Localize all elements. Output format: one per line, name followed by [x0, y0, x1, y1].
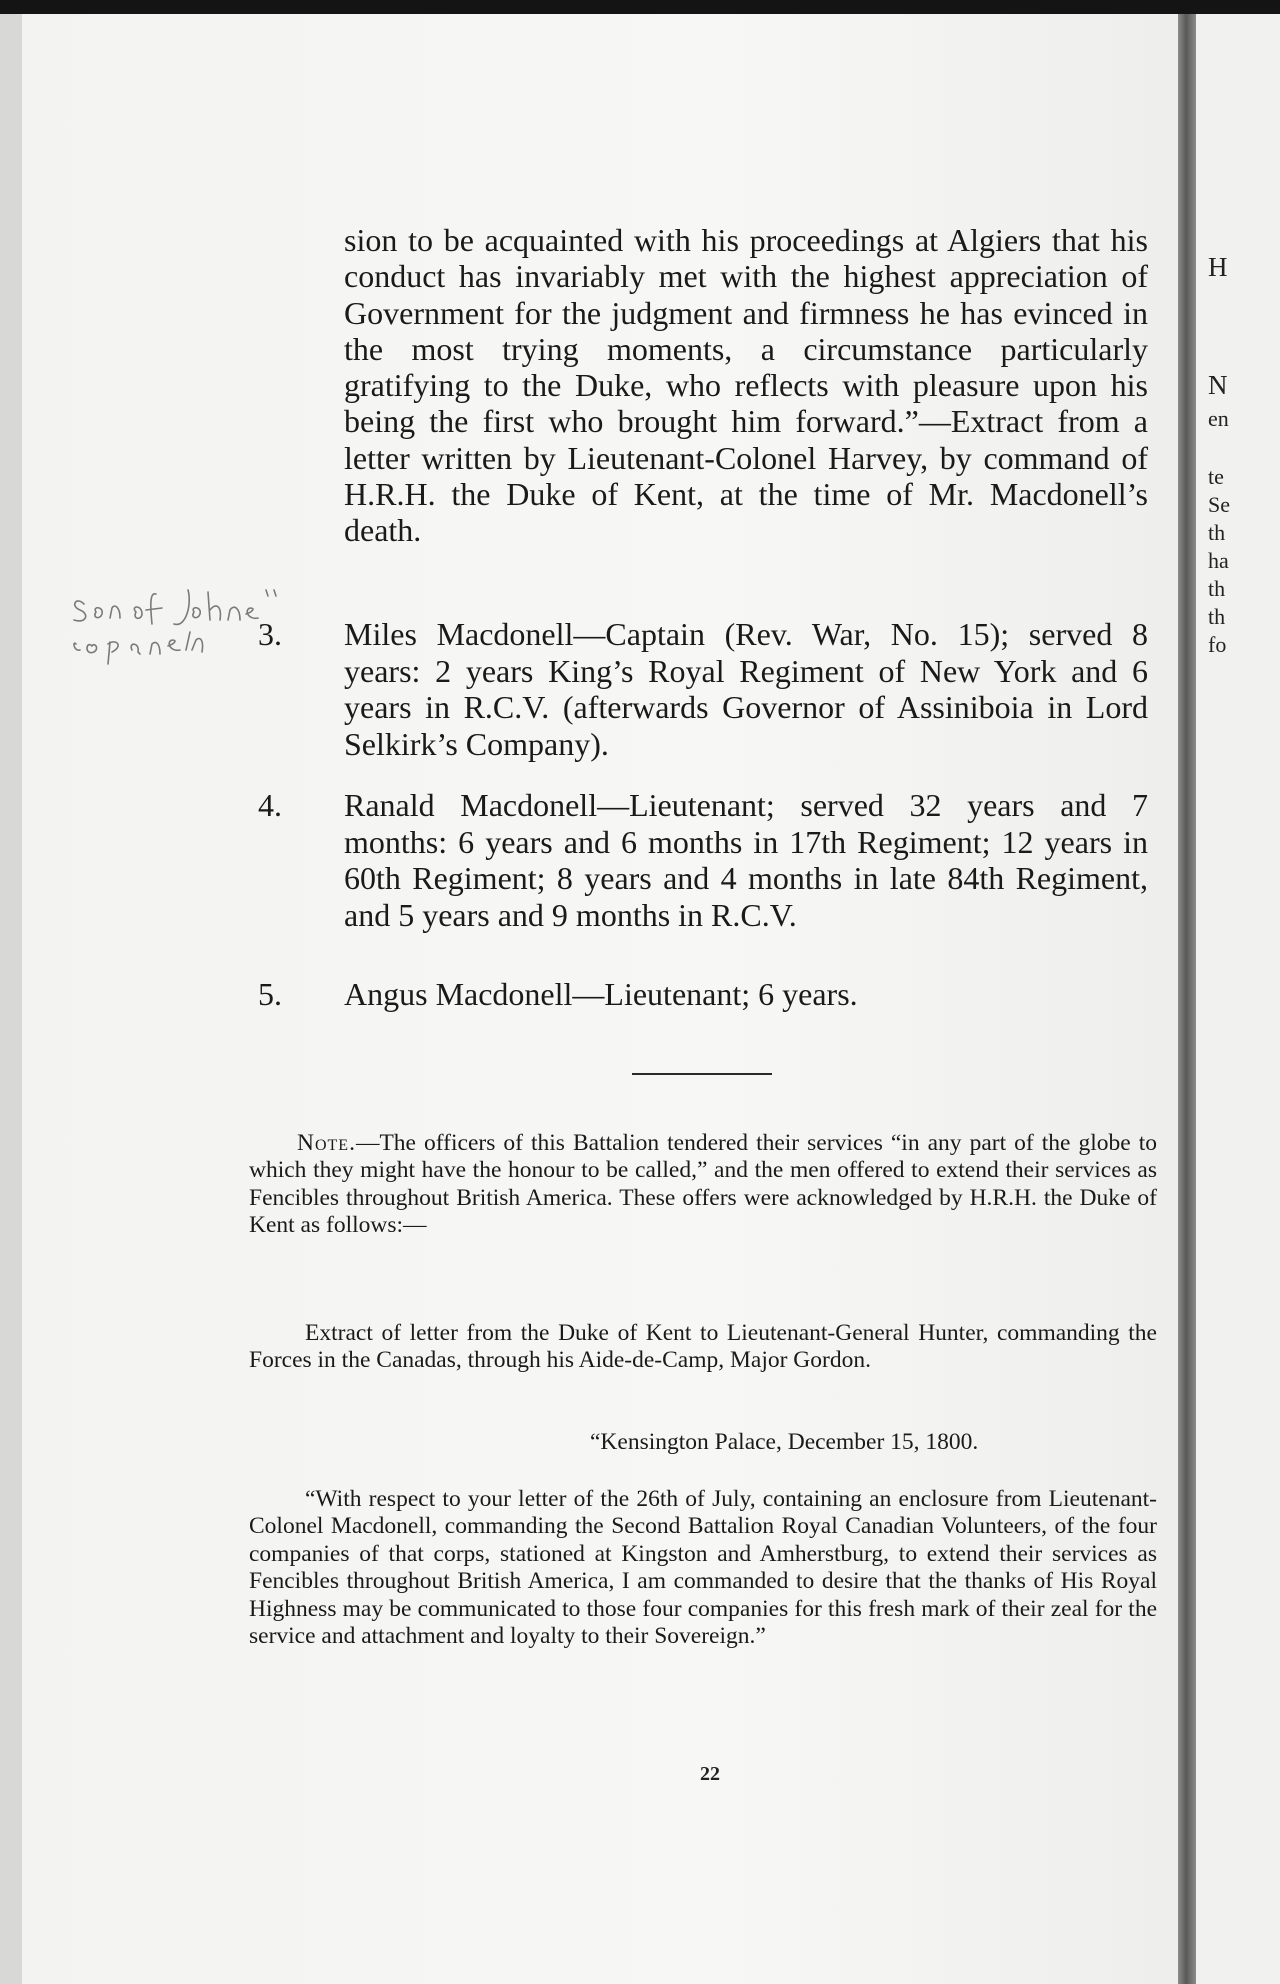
adjacent-page [1196, 14, 1280, 1984]
letter-dateline: “Kensington Palace, December 15, 1800. [590, 1429, 979, 1455]
paragraph-continuation: sion to be acquainted with his proceedings at Algiers that his conduct has invariably met with the highest appreciation of Government for the judgment and firmness he has evinced in the most trying moments, a circumstance particularly gratifying to the Duke, who reflects with pleasure upon his being the first who brought him forward.”—Extract from a letter written by Lieutenant-Colonel Harvey, by command of H.R.H. the Duke of Kent, at the time of Mr. Macdonell’s death. [344, 222, 1148, 549]
adjacent-page-fragment: fo [1208, 632, 1227, 657]
adjacent-page-fragment: th [1208, 604, 1226, 629]
list-item-text: Angus Macdonell—Lieutenant; 6 years. [344, 976, 858, 1012]
adjacent-page-fragment: th [1208, 576, 1226, 601]
adjacent-page-fragment: H [1208, 252, 1228, 282]
section-divider [632, 1073, 772, 1075]
adjacent-page-fragment: th [1208, 520, 1226, 545]
note-label: Note. [297, 1130, 356, 1156]
list-item-number: 4. [258, 787, 282, 823]
adjacent-page-fragment: te [1208, 464, 1224, 489]
adjacent-page-fragment: N [1208, 370, 1228, 400]
adjacent-page-fragment: Se [1208, 492, 1230, 517]
list-item-text: Ranald Macdonell—Lieutenant; served 32 years and 7 months: 6 years and 6 months in 17th Regiment; 12 years in 60th Regiment; 8 years and 4 months in late 84th Regiment, and 5 years and 9 months in R.C.V. [344, 787, 1148, 933]
letter-quote: “With respect to your letter of the 26th of July, containing an enclosure from Lieutenant-Colonel Macdonell, commanding the Second Battalion Royal Canadian Volunteers, of the four companies of that corps, stationed at Kingston and Amherstburg, to extend their services as Fencibles throughout British America, I am commanded to desire that the thanks of His Royal Highness may be communicated to those four companies for this fresh mark of their zeal for the service and attachment and loyalty to their Sovereign.” [249, 1486, 1157, 1650]
book-gutter [1178, 14, 1196, 1984]
list-item-number: 3. [258, 616, 282, 652]
extract-intro: Extract of letter from the Duke of Kent to Lieutenant-General Hunter, commanding the Forces in the Canadas, through his Aide-de-Camp, Major Gordon. [249, 1320, 1157, 1374]
note-text: —The officers of this Battalion tendered their services “in any part of the globe to which they might have the honour to be called,” and the men offered to extend their services as Fencibles throughout British America. These offers were acknowledged by H.R.H. the Duke of Kent as follows:— [249, 1130, 1157, 1239]
list-item-text: Miles Macdonell—Captain (Rev. War, No. 15); served 8 years: 2 years King’s Royal Regiment of New York and 6 years in R.C.V. (afterwards Governor of Assiniboia in Lord Selkirk’s Company). [344, 616, 1148, 762]
list-item-number: 5. [258, 976, 282, 1012]
scanner-top-edge [0, 0, 1280, 14]
page-number: 22 [700, 1763, 720, 1785]
adjacent-page-fragment: en [1208, 406, 1229, 431]
note-paragraph [249, 1130, 1157, 1240]
adjacent-page-fragment: ha [1208, 548, 1229, 573]
